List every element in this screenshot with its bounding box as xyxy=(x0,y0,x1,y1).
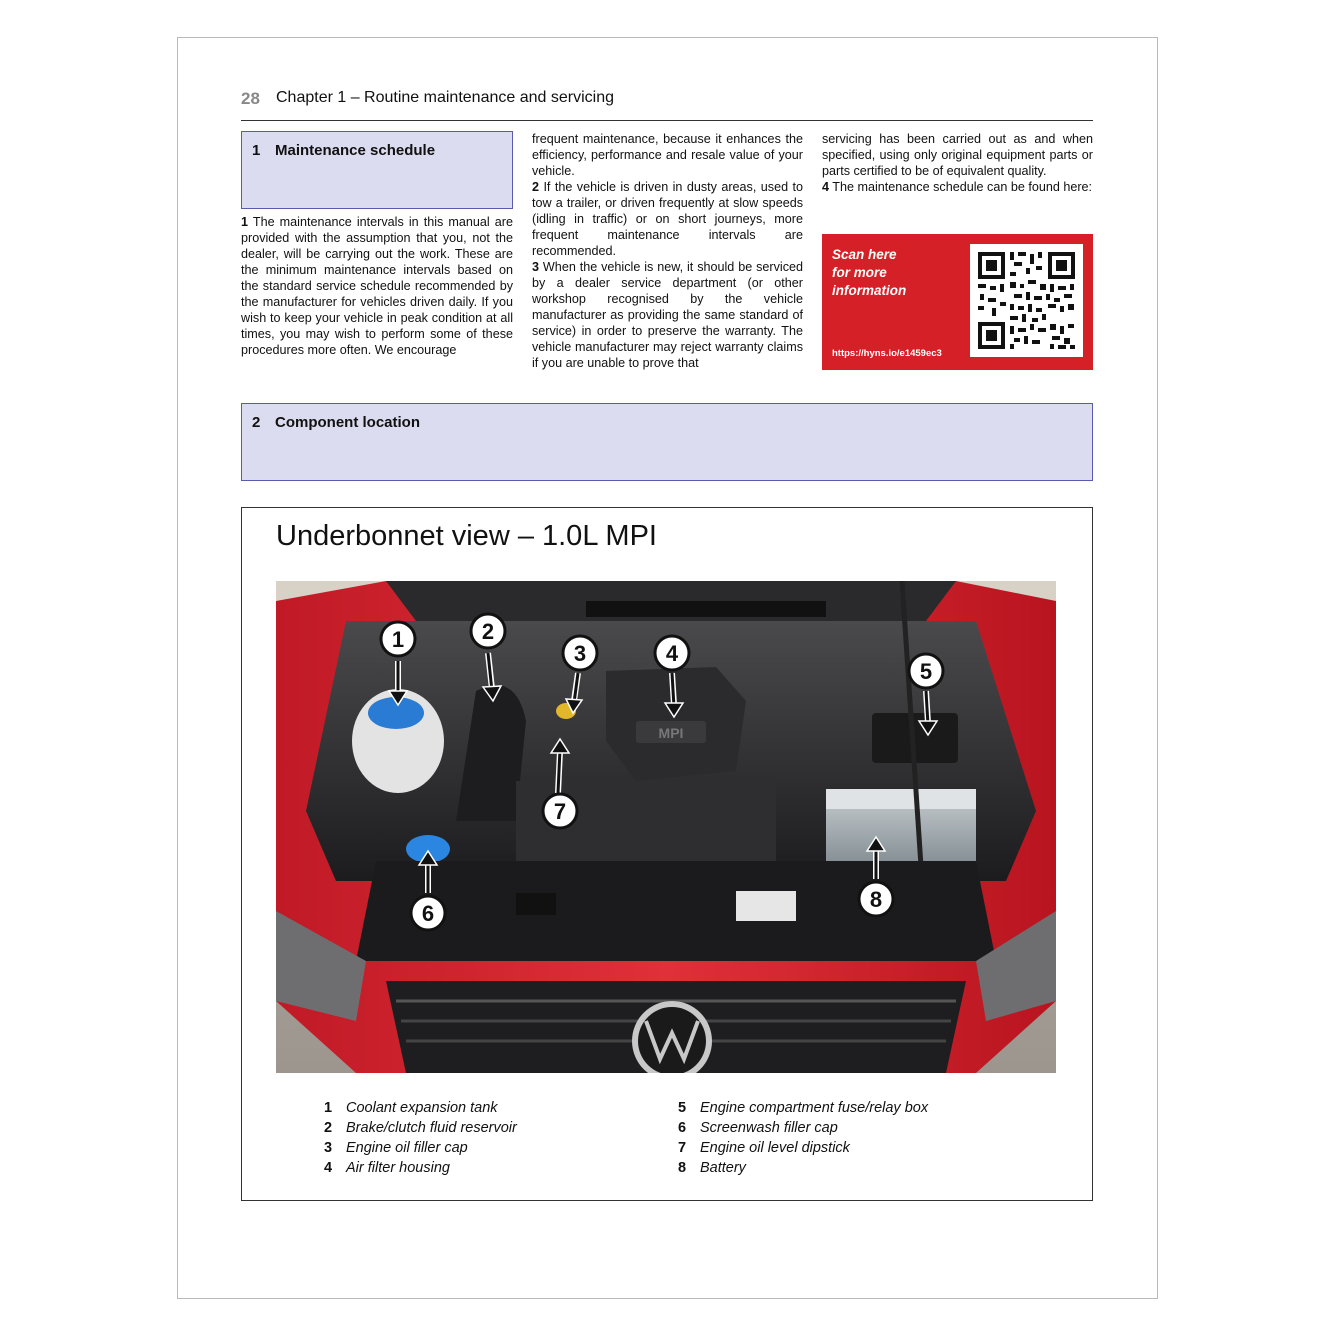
qr-code-icon[interactable] xyxy=(970,244,1083,357)
callout-7 xyxy=(543,794,577,828)
qr-caption-line: for more xyxy=(832,265,887,280)
paragraph-text: When the vehicle is new, it should be serviced by a dealer service department (or other workshop recognised by the vehicle manufacturer as providing the same standard of service) in order to preserve the warranty. The vehicle manufacturer may reject warranty claims if you are unable to prove that xyxy=(532,260,803,370)
legend-item: 7 Engine oil level dipstick xyxy=(678,1140,850,1156)
qr-caption-line: Scan here xyxy=(832,247,897,262)
callout-5 xyxy=(909,654,943,688)
paragraph-number: 3 xyxy=(532,260,540,274)
legend-item: 2 Brake/clutch fluid reservoir xyxy=(324,1120,517,1136)
paragraph-number: 4 xyxy=(822,180,830,194)
paragraph-number: 2 xyxy=(532,180,540,194)
page-header xyxy=(241,88,1093,121)
section-number: 1 xyxy=(252,142,261,159)
svg-text:6: 6 xyxy=(421,901,435,926)
text-column-1 xyxy=(241,214,513,358)
section-title: Maintenance schedule xyxy=(275,142,436,159)
section-title: Component location xyxy=(275,414,420,431)
legend-item: 4 Air filter housing xyxy=(324,1160,450,1176)
figure-title: Underbonnet view – 1.0L MPI xyxy=(276,520,657,552)
qr-url-link[interactable]: https://hyns.io/e1459ec3 xyxy=(832,348,942,359)
legend-left xyxy=(324,1098,517,1178)
callout-4 xyxy=(655,636,689,670)
svg-text:2: 2 xyxy=(481,619,495,644)
svg-text:1: 1 xyxy=(391,627,405,652)
paragraph-text: The maintenance intervals in this manual are provided with the assumption that you, not the dealer, will be carrying out the work. These are the minimum maintenance intervals based on the standard service schedule recommended by the manufacturer for vehicles driven daily. If you wish to keep your vehicle in peak condition at all times, you may wish to perform some of these procedures more often. We encourage xyxy=(241,215,513,357)
qr-panel[interactable] xyxy=(822,234,1093,370)
text-column-3 xyxy=(822,131,1093,195)
callout-2 xyxy=(471,614,505,648)
callout-8 xyxy=(859,882,893,916)
callout-3 xyxy=(563,636,597,670)
qr-caption xyxy=(832,246,906,300)
legend-item: 5 Engine compartment fuse/relay box xyxy=(678,1100,929,1116)
svg-text:3: 3 xyxy=(573,641,587,666)
page-number: 28 xyxy=(241,89,260,108)
paragraph-text: If the vehicle is driven in dusty areas, used to tow a trailer, or driven frequently at slow speeds (idling in traffic) or on short journeys, more frequent maintenance intervals are recommended. xyxy=(532,180,804,258)
underbonnet-photo xyxy=(276,581,1056,1073)
svg-text:8: 8 xyxy=(869,887,883,912)
callout-1 xyxy=(381,622,415,656)
qr-caption-line: information xyxy=(832,283,907,298)
svg-text:7: 7 xyxy=(553,799,567,824)
mpi-badge-text: MPI xyxy=(658,725,684,741)
paragraph-text: servicing has been carried out as and when specified, using only original equipment parts or parts certified to be of equivalent quality. xyxy=(822,132,1093,178)
legend-item: 3 Engine oil filler cap xyxy=(324,1140,468,1156)
section-heading-component-location xyxy=(241,403,1093,481)
chapter-title: Chapter 1 – Routine maintenance and servicing xyxy=(276,89,614,106)
svg-text:4: 4 xyxy=(665,641,679,666)
callout-6 xyxy=(411,896,445,930)
legend-right xyxy=(678,1098,928,1178)
svg-text:5: 5 xyxy=(919,659,933,684)
figure-box xyxy=(241,507,1093,1201)
legend-item: 8 Battery xyxy=(678,1160,746,1176)
paragraph-text: frequent maintenance, because it enhances the efficiency, performance and resale value of your vehicle. xyxy=(532,132,803,178)
legend-item: 1 Coolant expansion tank xyxy=(324,1100,498,1116)
text-column-2 xyxy=(532,131,803,371)
paragraph-number: 1 xyxy=(241,215,249,229)
legend-item: 6 Screenwash filler cap xyxy=(678,1120,838,1136)
section-heading-maintenance xyxy=(241,131,513,209)
paragraph-text: The maintenance schedule can be found here: xyxy=(832,180,1093,194)
section-number: 2 xyxy=(252,414,261,431)
